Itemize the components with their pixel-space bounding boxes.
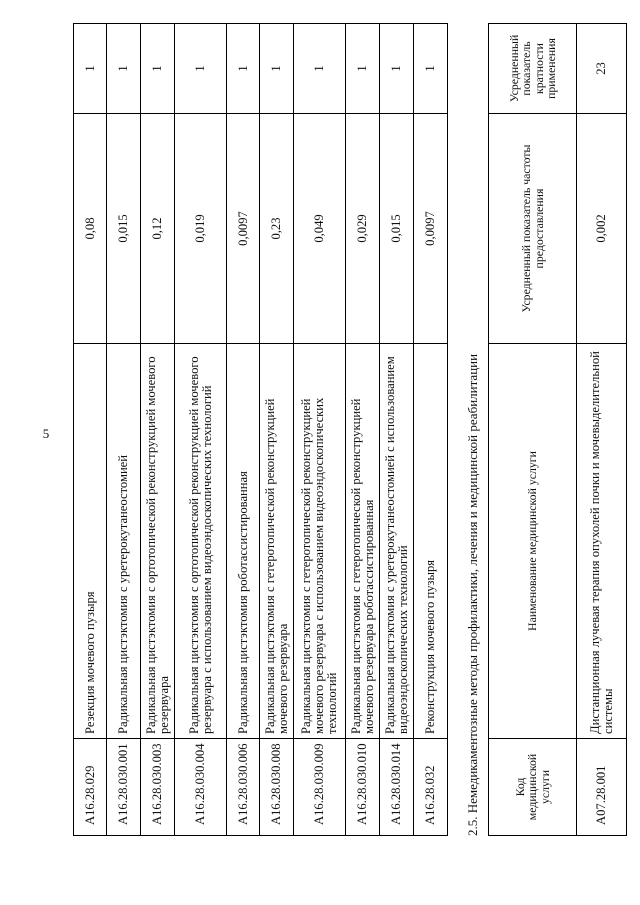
service-code: A16.28.030.001: [107, 739, 141, 836]
table-row: [227, 24, 260, 836]
service-name: Радикальная цистэктомия с ортотопической реконструкцией мочевого резервуара: [141, 344, 175, 739]
table-row: [107, 24, 141, 836]
multiplicity-value: 1: [141, 24, 175, 114]
service-code: A16.28.032: [414, 739, 448, 836]
frequency-value: 0,015: [380, 114, 414, 344]
frequency-value: 0,0097: [414, 114, 448, 344]
service-name: Радикальная цистэктомия роботассистированная: [227, 344, 260, 739]
multiplicity-value: 1: [346, 24, 380, 114]
table-row: [260, 24, 294, 836]
procedures-table: [73, 23, 448, 836]
frequency-value: 0,12: [141, 114, 175, 344]
table-row: [74, 24, 107, 836]
service-code: A16.28.029: [74, 739, 107, 836]
frequency-value: 0,002: [577, 114, 627, 344]
table-row: [141, 24, 175, 836]
service-code: A07.28.001: [577, 739, 627, 836]
table-row: [175, 24, 227, 836]
table-row: [414, 24, 448, 836]
multiplicity-value: 1: [74, 24, 107, 114]
header-name: Наименование медицинской услуги: [489, 344, 577, 739]
table-row: [577, 24, 627, 836]
frequency-value: 0,23: [260, 114, 294, 344]
header-multiplicity: Усредненный показатель кратности применения: [489, 24, 577, 114]
multiplicity-value: 1: [414, 24, 448, 114]
table-row: [380, 24, 414, 836]
service-name: Радикальная цистэктомия с уретерокутанеостомией: [107, 344, 141, 739]
table-header-row: [489, 24, 577, 836]
multiplicity-value: 1: [107, 24, 141, 114]
table-row: [294, 24, 346, 836]
frequency-value: 0,08: [74, 114, 107, 344]
multiplicity-value: 1: [175, 24, 227, 114]
service-name: Радикальная цистэктомия с гетеротопической реконструкцией мочевого резервуара с использованием видеоэндоскопических технологий: [294, 344, 346, 739]
service-name: Радикальная цистэктомия с гетеротопической реконструкцией мочевого резервуара: [260, 344, 294, 739]
frequency-value: 0,0097: [227, 114, 260, 344]
service-name: Радикальная цистэктомия с гетеротопической реконструкцией мочевого резервуара роботассистированная: [346, 344, 380, 739]
header-frequency: Усредненный показатель частоты предоставления: [489, 114, 577, 344]
service-code: A16.28.030.010: [346, 739, 380, 836]
frequency-value: 0,029: [346, 114, 380, 344]
section-title: 2.5. Немедикаментозные методы профилактики, лечения и медицинской реабилитации: [465, 353, 480, 836]
multiplicity-value: 1: [227, 24, 260, 114]
page-number: 5: [42, 426, 50, 441]
multiplicity-value: 23: [577, 24, 627, 114]
service-code: A16.28.030.003: [141, 739, 175, 836]
service-code: A16.28.030.008: [260, 739, 294, 836]
service-name: Резекция мочевого пузыря: [74, 344, 107, 739]
frequency-value: 0,019: [175, 114, 227, 344]
multiplicity-value: 1: [294, 24, 346, 114]
non-drug-methods-table: [488, 23, 627, 836]
service-name: Радикальная цистэктомия с уретерокутанеостомией с использованием видеоэндоскопических технологий: [380, 344, 414, 739]
service-name: Дистанционная лучевая терапия опухолей почки и мочевыделительной системы: [577, 344, 627, 739]
service-name: Радикальная цистэктомия с ортотопической реконструкцией мочевого резервуара с использованием видеоэндоскопических технологий: [175, 344, 227, 739]
service-code: A16.28.030.006: [227, 739, 260, 836]
multiplicity-value: 1: [380, 24, 414, 114]
service-code: A16.28.030.004: [175, 739, 227, 836]
header-code: Код медицинской услуги: [489, 739, 577, 836]
service-code: A16.28.030.014: [380, 739, 414, 836]
frequency-value: 0,015: [107, 114, 141, 344]
table-row: [346, 24, 380, 836]
frequency-value: 0,049: [294, 114, 346, 344]
multiplicity-value: 1: [260, 24, 294, 114]
service-code: A16.28.030.009: [294, 739, 346, 836]
service-name: Реконструкция мочевого пузыря: [414, 344, 448, 739]
